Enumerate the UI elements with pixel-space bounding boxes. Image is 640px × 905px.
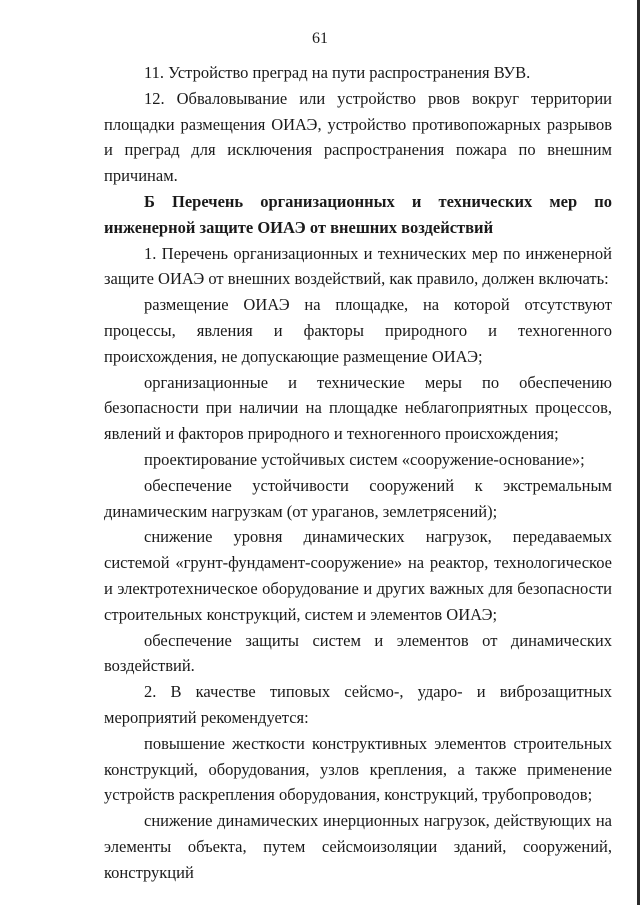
paragraph-stiffness: повышение жесткости конструктивных элементов строительных конструкций, оборудования, узлов крепления, а также применение устройств раскрепления оборудования, конструкций, трубопроводов;: [104, 733, 612, 805]
paragraph-measures-list-intro: 1. Перечень организационных и технических мер по инженерной защите ОИАЭ от внешних воздействий, как правило, должен включать:: [104, 243, 612, 289]
paragraph-load-reduction: снижение уровня динамических нагрузок, передаваемых системой «грунт-фундамент-сооружение» на реактор, технологическое и электротехническое оборудование и других важных для безопасности строительных конструкций, систем и элементов ОИАЭ;: [104, 527, 612, 624]
paragraph-typical-measures: 2. В качестве типовых сейсмо-, ударо- и виброзащитных мероприятий рекомендуется:: [104, 682, 612, 727]
page-number: 61: [312, 30, 328, 47]
paragraph-item-12: 12. Обваловывание или устройство рвов вокруг территории площадки размещения ОИАЭ, устройство противопожарных разрывов и преград для исключения распространения пожара по внешним причинам.: [104, 88, 612, 186]
paragraph-dynamic-loads: обеспечение устойчивости сооружений к экстремальным динамическим нагрузкам (от ураганов, землетрясений);: [104, 475, 612, 521]
paragraph-siting: размещение ОИАЭ на площадке, на которой отсутствуют процессы, явления и факторы природного и техногенного происхождения, не допускающие размещение ОИАЭ;: [104, 295, 612, 366]
paragraph-stable-systems: проектирование устойчивых систем «сооружение-основание»;: [144, 449, 585, 469]
document-body: [104, 60, 612, 886]
paragraph-item-11: 11. Устройство преград на пути распространения ВУВ.: [144, 63, 531, 82]
paragraph-protection: обеспечение защиты систем и элементов от динамических воздействий.: [104, 630, 612, 676]
section-heading-b: Б Перечень организационных и технических мер по инженерной защите ОИАЭ от внешних воздействий: [104, 191, 612, 237]
paragraph-seismic-isolation: снижение динамических инерционных нагрузок, действующих на элементы объекта, путем сейсмоизоляции зданий, сооружений, конструкций: [104, 811, 612, 882]
paragraph-safety-measures: организационные и технические меры по обеспечению безопасности при наличии на площадке неблагоприятных процессов, явлений и факторов природного и техногенного происхождения;: [104, 372, 612, 444]
